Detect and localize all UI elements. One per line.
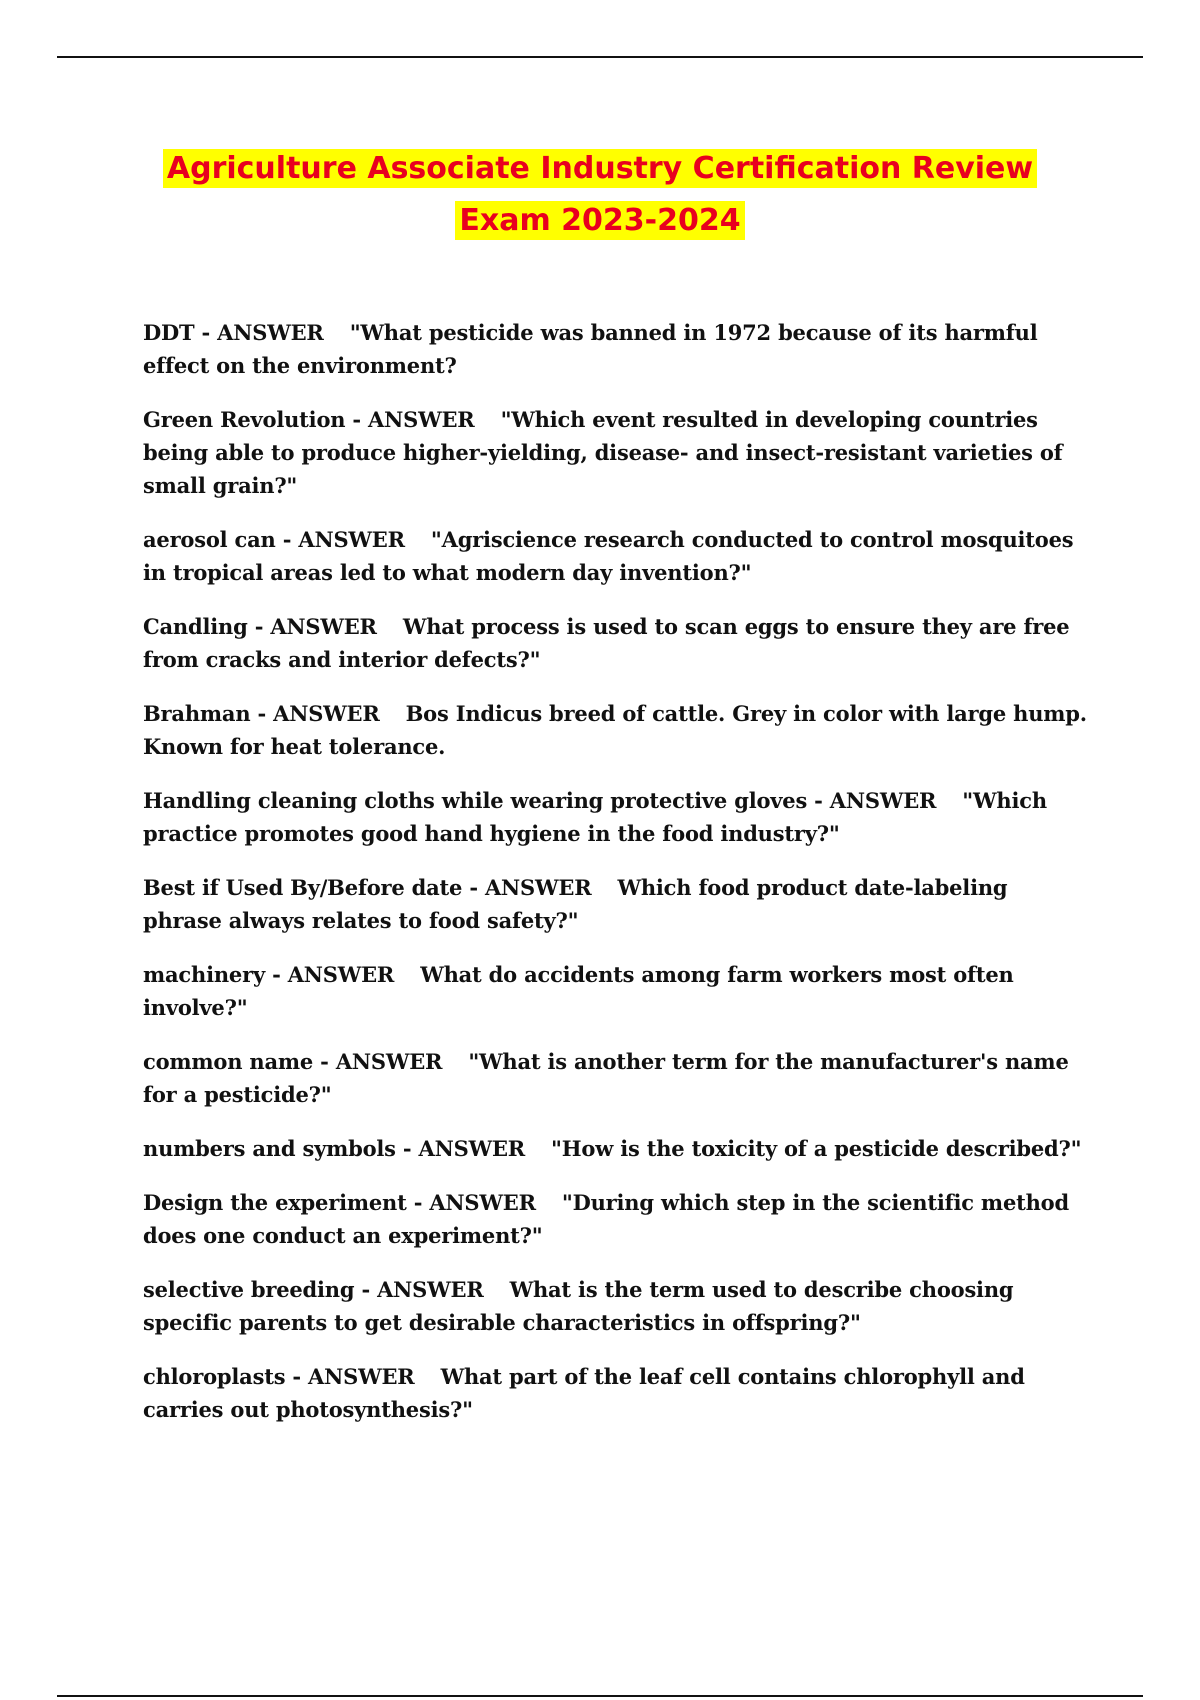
qa-item [143, 1273, 1093, 1339]
qa-question: Which food product date-labeling phrase always relates to food safety?" [143, 875, 1008, 933]
qa-list [143, 316, 1093, 1447]
qa-answer: Handling cleaning cloths while wearing protective gloves - ANSWER [143, 788, 937, 813]
qa-answer: selective breeding - ANSWER [143, 1277, 484, 1302]
qa-item [143, 316, 1093, 382]
qa-answer: Green Revolution - ANSWER [143, 407, 475, 432]
qa-item [143, 871, 1093, 937]
qa-item [143, 1186, 1093, 1252]
qa-answer: chloroplasts - ANSWER [143, 1364, 415, 1389]
qa-item [143, 958, 1093, 1024]
qa-question: What process is used to scan eggs to ensure they are free from cracks and interior defects?" [143, 614, 1070, 672]
qa-answer: Design the experiment - ANSWER [143, 1190, 536, 1215]
qa-answer: Candling - ANSWER [143, 614, 377, 639]
qa-answer: common name - ANSWER [143, 1049, 443, 1074]
qa-item [143, 1360, 1093, 1426]
title-text-2: Exam 2023-2024 [455, 201, 744, 240]
qa-answer: DDT - ANSWER [143, 320, 324, 345]
qa-answer: Best if Used By/Before date - ANSWER [143, 875, 592, 900]
qa-item [143, 784, 1093, 850]
qa-question: What part of the leaf cell contains chlorophyll and carries out photosynthesis?" [143, 1364, 1025, 1422]
title-text-1: Agriculture Associate Industry Certification Review [163, 149, 1037, 188]
qa-item [143, 523, 1093, 589]
qa-item [143, 610, 1093, 676]
title-line-1 [100, 143, 1100, 195]
qa-item [143, 697, 1093, 763]
qa-item [143, 1132, 1093, 1165]
document-title [100, 143, 1100, 247]
qa-question: What do accidents among farm workers most often involve?" [143, 962, 1014, 1020]
qa-question: "Which practice promotes good hand hygiene in the food industry?" [143, 788, 1047, 846]
qa-item [143, 403, 1093, 502]
qa-question: "Agriscience research conducted to control mosquitoes in tropical areas led to what modern day invention?" [143, 527, 1074, 585]
qa-question: "What pesticide was banned in 1972 because of its harmful effect on the environment? [143, 320, 1038, 378]
qa-answer: Brahman - ANSWER [143, 701, 380, 726]
qa-question: "Which event resulted in developing countries being able to produce higher-yielding, disease- and insect-resistant varieties of small grain?" [143, 407, 1063, 498]
qa-question: "What is another term for the manufacturer's name for a pesticide?" [143, 1049, 1069, 1107]
qa-answer: numbers and symbols - ANSWER [143, 1136, 526, 1161]
title-line-2 [100, 195, 1100, 247]
qa-question: What is the term used to describe choosing specific parents to get desirable characteristics in offspring?" [143, 1277, 1014, 1335]
qa-question: "During which step in the scientific method does one conduct an experiment?" [143, 1190, 1069, 1248]
qa-answer: aerosol can - ANSWER [143, 527, 405, 552]
top-rule [57, 56, 1143, 58]
bottom-rule [57, 1695, 1143, 1697]
qa-answer: machinery - ANSWER [143, 962, 395, 987]
qa-question: Bos Indicus breed of cattle. Grey in color with large hump. Known for heat tolerance. [143, 701, 1087, 759]
qa-question: "How is the toxicity of a pesticide described?" [551, 1136, 1082, 1161]
qa-item [143, 1045, 1093, 1111]
